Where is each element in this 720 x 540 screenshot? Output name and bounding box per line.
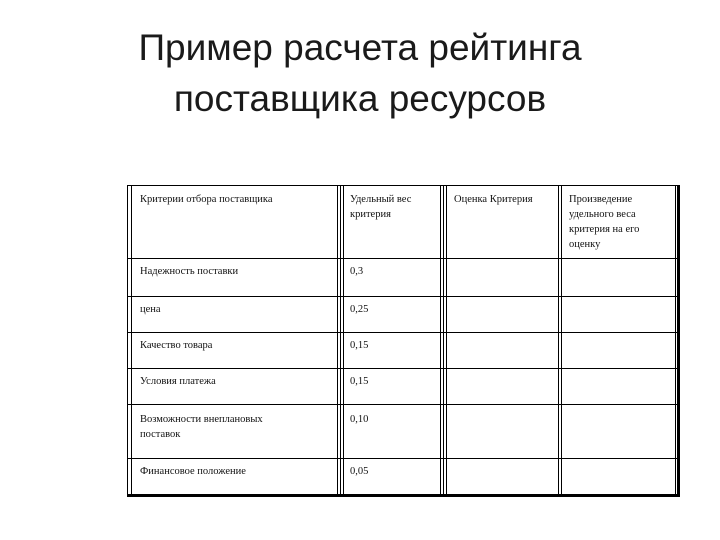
grid-line (443, 186, 444, 494)
row-criterion: Условия платежа (140, 376, 216, 387)
row-weight: 0,10 (350, 414, 369, 425)
supplier-rating-table (127, 185, 680, 497)
row-criterion: Возможности внеплановых поставок (140, 414, 263, 440)
grid-line (446, 186, 447, 494)
grid-line (131, 186, 132, 494)
header-weight: Удельный вес критерия (350, 194, 412, 220)
row-criterion: Надежность поставки (140, 266, 239, 277)
row-weight: 0,3 (350, 266, 364, 277)
grid-line (340, 186, 341, 494)
header-score: Оценка Критерия (454, 194, 533, 205)
grid-line (558, 186, 559, 494)
grid-line (128, 404, 677, 405)
grid-line (675, 186, 676, 494)
slide-title (0, 22, 720, 124)
grid-line (128, 368, 677, 369)
row-weight: 0,25 (350, 304, 369, 315)
grid-line (128, 296, 677, 297)
grid-line (128, 332, 677, 333)
grid-line (128, 458, 677, 459)
row-criterion: цена (140, 304, 161, 315)
title-line-1: Пример расчета рейтинга (138, 27, 582, 68)
header-criterion: Критерии отбора поставщика (140, 194, 273, 205)
grid-line (337, 186, 338, 494)
grid-line (440, 186, 441, 494)
grid-line (561, 186, 562, 494)
row-weight: 0,15 (350, 340, 369, 351)
grid-line (128, 258, 677, 259)
header-product: Произведение удельного веса критерия на его оценку (569, 194, 640, 250)
grid-line (343, 186, 344, 494)
row-weight: 0,05 (350, 466, 369, 477)
row-criterion: Финансовое положение (140, 466, 246, 477)
row-weight: 0,15 (350, 376, 369, 387)
title-line-2: поставщика ресурсов (173, 78, 547, 119)
row-criterion: Качество товара (140, 340, 213, 351)
